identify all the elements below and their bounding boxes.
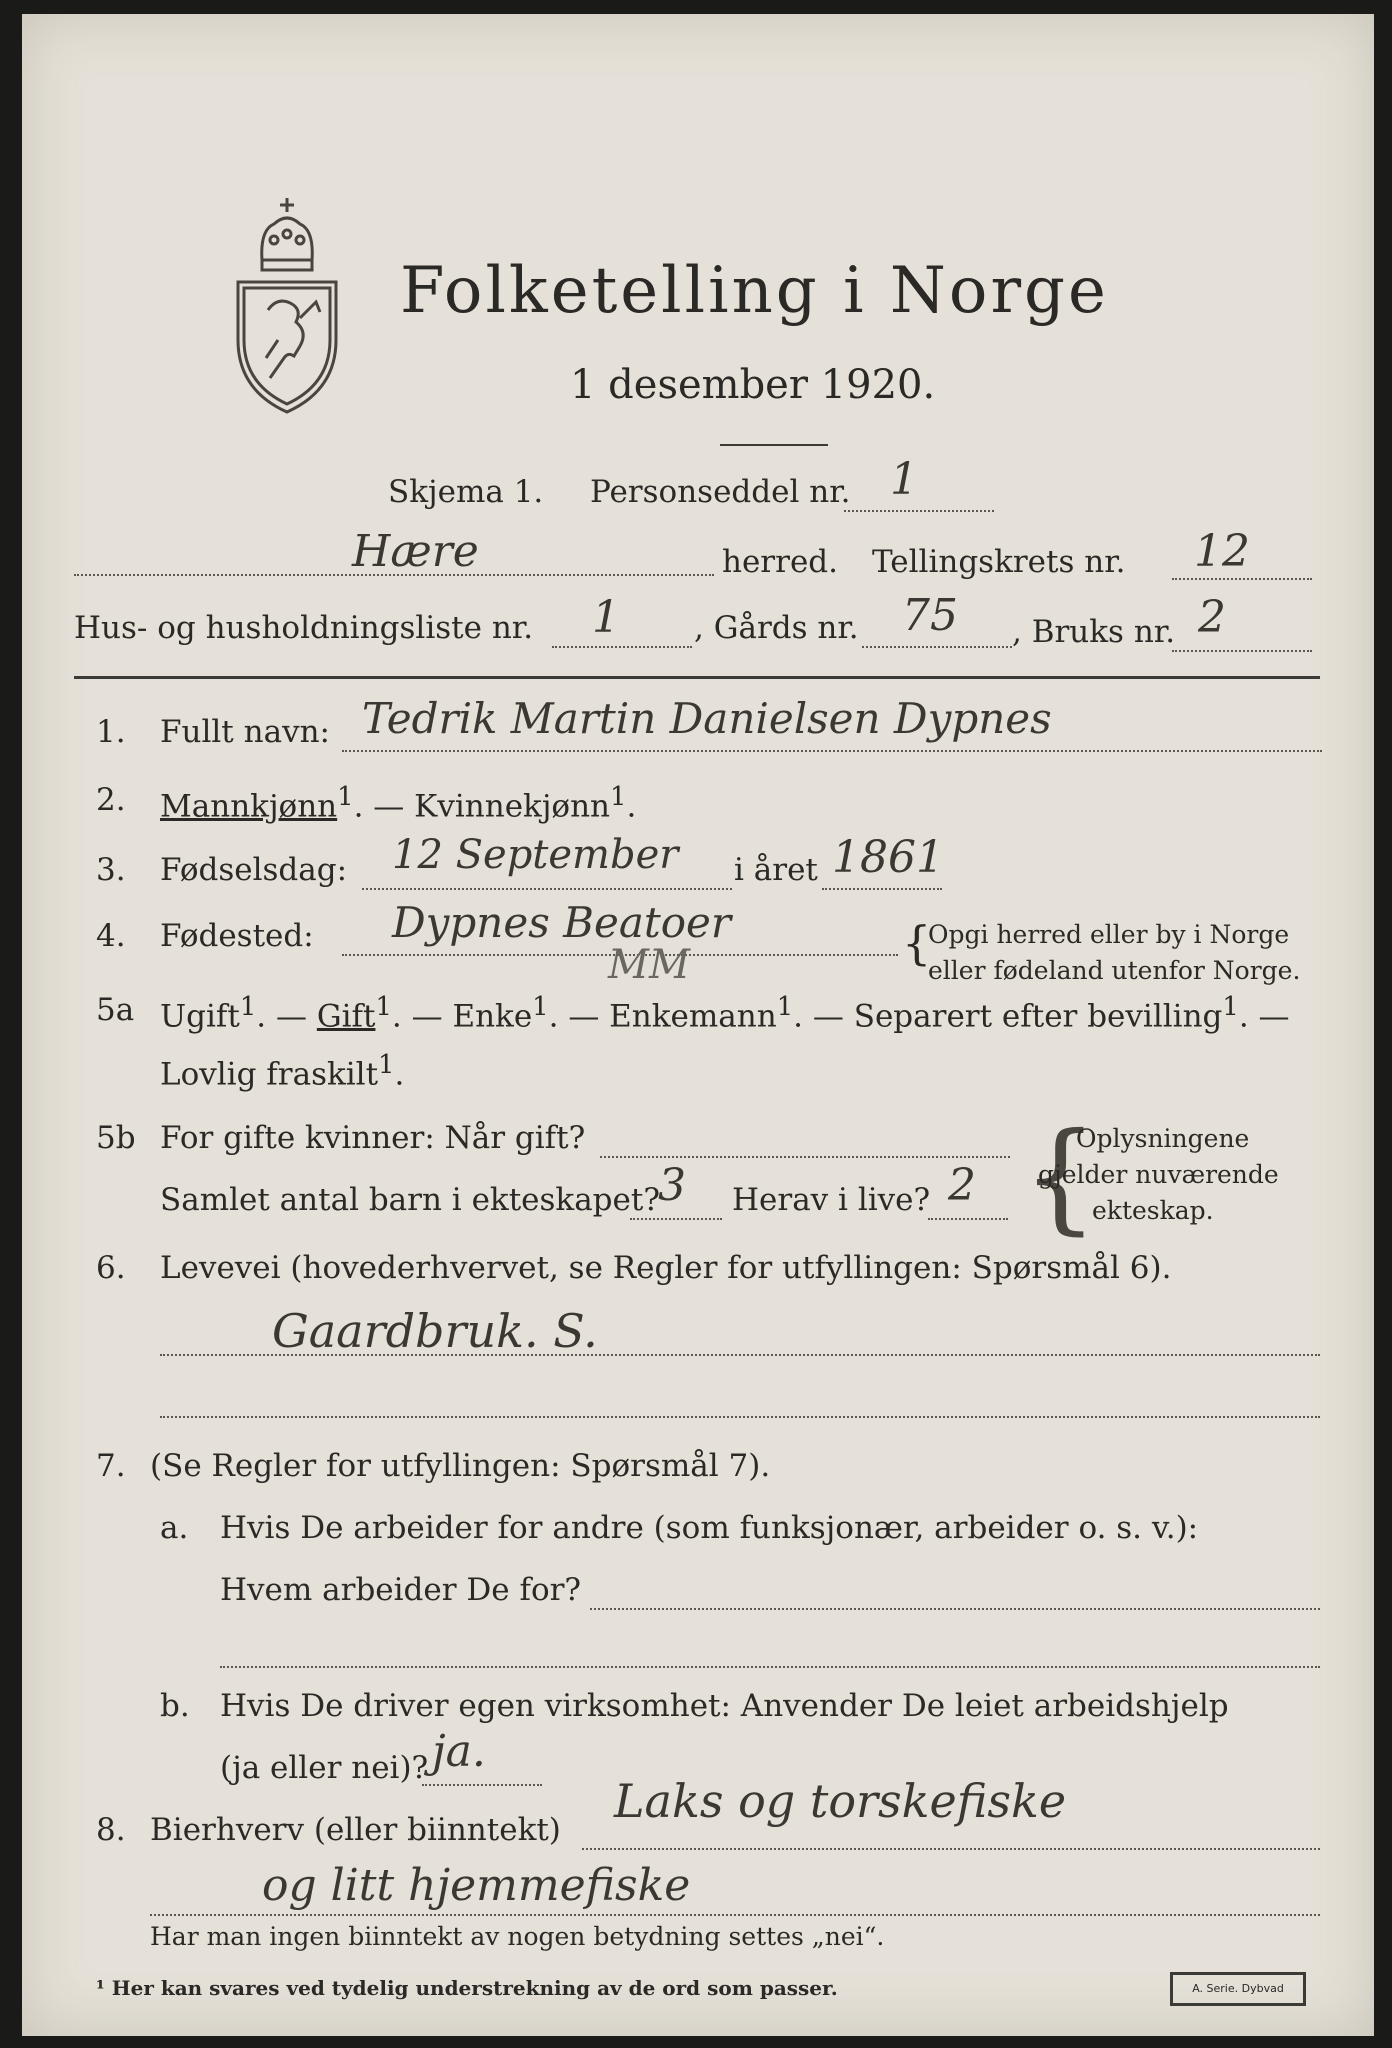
q2-number: 2. [96,782,126,818]
header-rule [74,676,1320,679]
q4-mark: MM [608,942,690,988]
q2-female: Kvinnekjønn [414,788,611,825]
herred-value: Hære [352,526,479,577]
q5a-number: 5a [96,992,135,1028]
husliste-value: 1 [592,592,620,643]
q7a-label-1: Hvis De arbeider for andre (som funksjonær, arbeider o. s. v.): [220,1510,1199,1546]
census-form [22,14,1374,2036]
q5b-brace: { [1022,1108,1099,1247]
gards-value: 75 [902,590,958,641]
personseddel-label: Personseddel nr. [590,474,851,510]
q5a-options: Ugift$^1$. — Gift$^1$. — Enke$^1$. — Enkemann$^1$. — Separert efter bevilling$^1$. — [160,992,1290,1035]
tellingskrets-value: 12 [1194,526,1250,577]
q2-male: Mannkjønn [160,788,338,825]
q4-label: Fødested: [160,918,314,954]
q8-line-2 [150,1914,1320,1916]
q7a-label-2: Hvem arbeider De for? [220,1572,582,1608]
bruks-label: , Bruks nr. [1012,614,1176,650]
q7b-label-1: Hvis De driver egen virksomhet: Anvender De leiet arbeidshjelp [220,1688,1229,1724]
q7b-value: ja. [432,1726,486,1777]
tellingskrets-line [1172,578,1312,580]
title-rule [720,444,828,446]
q8-number: 8. [96,1812,126,1848]
gards-line [862,646,1012,648]
q7-label: (Se Regler for utfyllingen: Spørsmål 7). [150,1448,771,1484]
q7b-line [422,1784,542,1786]
bruks-line [1172,650,1312,652]
q5b-note-2: gjelder nuværende [1038,1160,1279,1189]
q5b-ilive-line [928,1218,1008,1220]
q3-year-label: i året [734,852,818,888]
bruks-value: 2 [1198,592,1226,643]
q6-occupation-value: Gaardbruk. S. [272,1304,598,1358]
q5b-barn-line [630,1218,722,1220]
q7b-label-2: (ja eller nei)? [220,1750,429,1786]
personseddel-value: 1 [890,454,918,505]
personseddel-line [844,510,994,512]
husliste-label: Hus- og husholdningsliste nr. [74,610,534,646]
q1-number: 1. [96,714,126,750]
q7-number: 7. [96,1448,126,1484]
q4-birthplace-value: Dypnes Beatoer [392,898,731,947]
q3-label: Fødselsdag: [160,852,348,888]
q7a-line-1 [590,1608,1320,1610]
skjema-label: Skjema 1. [388,474,544,510]
tellingskrets-label: Tellingskrets nr. [872,544,1126,580]
form-title: Folketelling i Norge [400,254,1109,328]
form-subtitle: 1 desember 1920. [570,362,936,408]
q4-number: 4. [96,918,126,954]
q5b-label-1: For gifte kvinner: Når gift? [160,1120,586,1156]
q8-line-1 [582,1848,1320,1850]
q1-fullname-value: Tedrik Martin Danielsen Dypnes [362,694,1052,743]
q7a-line-2 [220,1666,1320,1668]
q6-label: Levevei (hovederhvervet, se Regler for utfyllingen: Spørsmål 6). [160,1250,1172,1286]
q8-value-2: og litt hjemmefiske [262,1860,691,1911]
herred-label: herred. [722,544,838,580]
printer-stamp: A. Serie. Dybvad [1170,1972,1306,2006]
q7b-number: b. [160,1688,190,1724]
husliste-line [552,646,692,648]
q4-note-2: eller fødeland utenfor Norge. [928,956,1301,985]
q3-year-line [822,888,942,890]
q8-note: Har man ingen biinntekt av nogen betydning settes „nei“. [150,1922,885,1951]
q5b-label-3: Herav i live? [732,1182,931,1218]
gards-label: , Gårds nr. [694,610,859,646]
q4-note-1: Opgi herred eller by i Norge [928,920,1290,949]
q3-number: 3. [96,852,126,888]
q5b-note-1: Oplysningene [1076,1124,1250,1153]
q3-date-value: 12 September [392,832,679,878]
q6-line-1 [160,1354,1320,1356]
q1-line [342,750,1322,752]
q4-brace: { [902,916,932,970]
q7a-number: a. [160,1510,189,1546]
q5b-label-2: Samlet antal barn i ekteskapet? [160,1182,660,1218]
q6-number: 6. [96,1250,126,1286]
herred-line [74,574,714,576]
q2-options: Mannkjønn$^1$. — Kvinnekjønn$^1$. [160,782,637,825]
q5b-ilive-value: 2 [948,1160,976,1211]
q8-label: Bierhverv (eller biinntekt) [150,1812,561,1848]
q5a-fraskilt: Lovlig fraskilt$^1$. [160,1050,405,1093]
q5a-gift-selected: Gift [316,998,376,1035]
q3-year-value: 1861 [832,832,944,883]
q6-line-2 [160,1416,1320,1418]
footnote: ¹ Her kan svares ved tydelig understrekning av de ord som passer. [96,1976,838,2000]
q5b-note-3: ekteskap. [1092,1196,1214,1225]
q3-date-line [362,888,732,890]
q1-label: Fullt navn: [160,714,330,750]
q5b-line-1 [600,1156,1010,1158]
q8-value-1: Laks og torskefiske [614,1774,1067,1828]
coat-of-arms-icon [232,190,342,418]
q5b-barn-value: 3 [658,1160,686,1211]
q5b-number: 5b [96,1120,136,1156]
